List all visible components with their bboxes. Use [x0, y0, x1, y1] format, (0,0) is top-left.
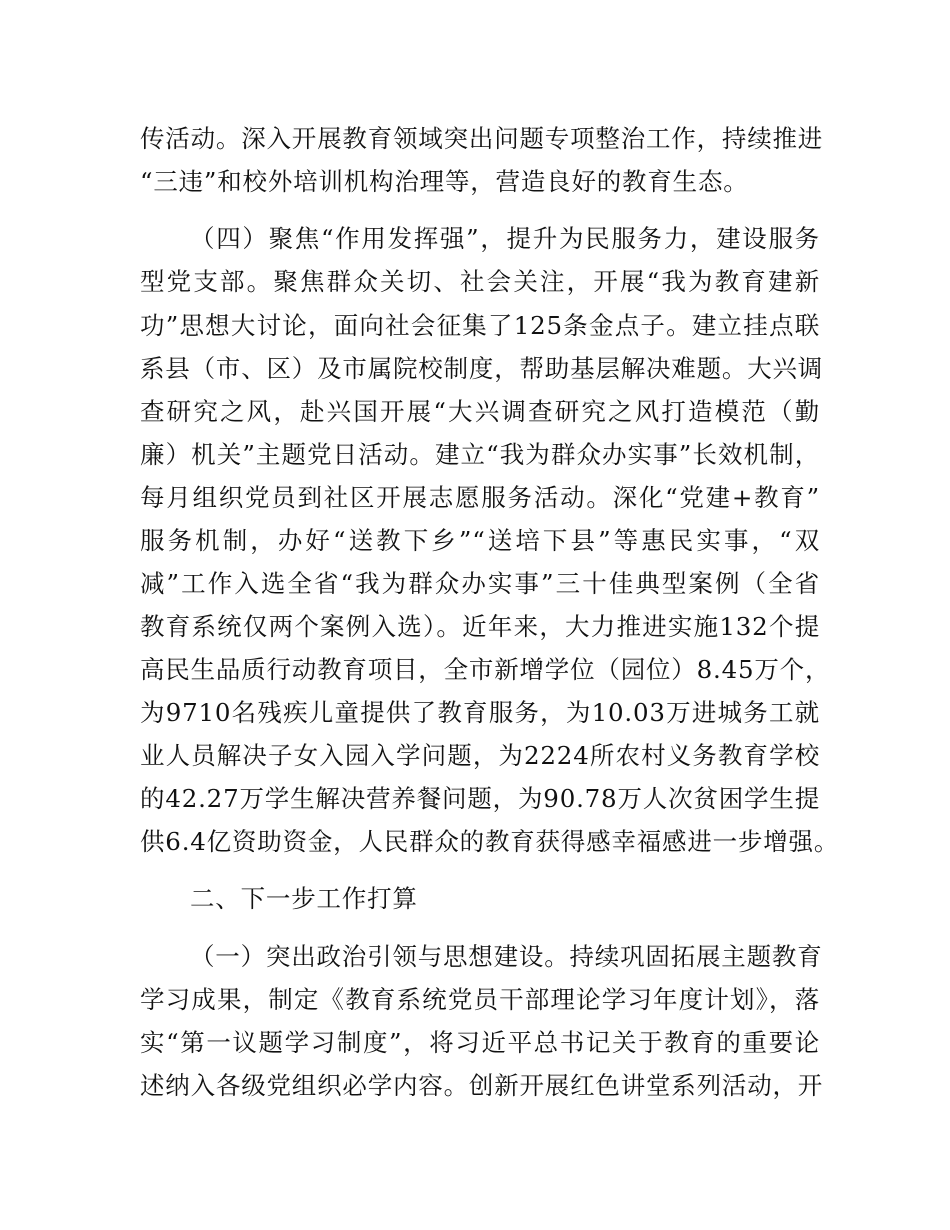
- body-text-line: 型党支部。聚焦群众关切、社会关注，开展“我为教育建新: [140, 267, 820, 296]
- section-heading-line: （一）突出政治引领与思想建设。持续巩固拓展主题教育: [190, 942, 823, 971]
- body-text-line: 的42.27万学生解决营养餐问题，为90.78万人次贫困学生提: [140, 784, 820, 813]
- body-text-line: 功”思想大讨论，面向社会征集了125条金点子。建立挂点联: [140, 311, 820, 340]
- body-text-line: 供6.4亿资助资金，人民群众的教育获得感幸福感进一步增强。: [140, 827, 840, 856]
- body-text-line: 教育系统仅两个案例入选）。近年来，大力推进实施132个提: [140, 612, 820, 641]
- section-heading-line: （四）聚焦“作用发挥强”，提升为民服务力，建设服务: [190, 224, 820, 253]
- body-text-line: 学习成果，制定《教育系统党员干部理论学习年度计划》，落: [140, 985, 820, 1014]
- body-text-line: 述纳入各级党组织必学内容。创新开展红色讲堂系列活动，开: [140, 1071, 824, 1100]
- body-text-line: 查研究之风，赴兴国开展“大兴调查研究之风打造模范（勤: [140, 397, 820, 426]
- body-text-line: 传活动。深入开展教育领域突出问题专项整治工作，持续推进: [140, 124, 824, 153]
- body-text-line: “三违”和校外培训机构治理等，营造良好的教育生态。: [140, 167, 749, 196]
- body-text-line: 服务机制，办好“送教下乡”“送培下县”等惠民实事，“双: [140, 526, 820, 555]
- chapter-heading: 二、下一步工作打算: [190, 884, 418, 913]
- body-text-line: 高民生品质行动教育项目，全市新增学位（园位）8.45万个，: [140, 655, 831, 684]
- body-text-line: 减”工作入选全省“我为群众办实事”三十佳典型案例（全省: [140, 569, 820, 598]
- body-text-line: 系县（市、区）及市属院校制度，帮助基层解决难题。大兴调: [140, 354, 824, 383]
- body-text-line: 实“第一议题学习制度”，将习近平总书记关于教育的重要论: [140, 1028, 820, 1057]
- body-text-line: 为9710名残疾儿童提供了教育服务，为10.03万进城务工就: [140, 698, 820, 727]
- body-text-line: 业人员解决子女入园入学问题，为2224所农村义务教育学校: [140, 741, 820, 770]
- body-text-line: 每月组织党员到社区开展志愿服务活动。深化“党建+教育”: [140, 483, 820, 512]
- body-text-line: 廉）机关”主题党日活动。建立“我为群众办实事”长效机制，: [140, 440, 820, 469]
